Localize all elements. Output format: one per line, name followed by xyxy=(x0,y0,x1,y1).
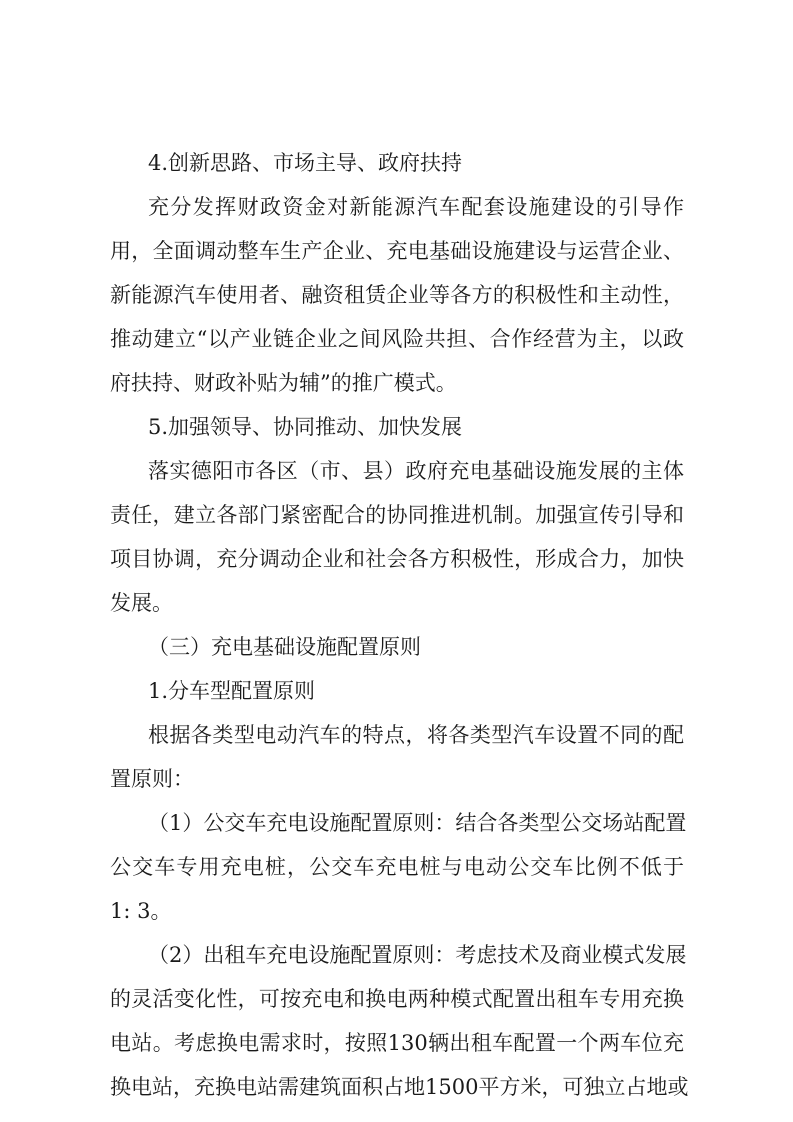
paragraph-line: 的灵活变化性，可按充电和换电两种模式配置出租车专用充换 xyxy=(110,987,684,1011)
section-heading: （三）充电基础设施配置原则 xyxy=(148,635,421,659)
paragraph-line: 用，全面调动整车生产企业、充电基础设施建设与运营企业、 xyxy=(110,239,684,263)
paragraph-line: 1: 3。 xyxy=(110,899,172,923)
paragraph-line: 项目协调，充分调动企业和社会各方积极性，形成合力，加快 xyxy=(110,547,684,571)
paragraph-line: （1）公交车充电设施配置原则：结合各类型公交场站配置 xyxy=(148,811,687,835)
paragraph-line: 根据各类型电动汽车的特点，将各类型汽车设置不同的配 xyxy=(148,723,684,747)
paragraph-line: 换电站，充换电站需建筑面积占地1500平方米，可独立占地或 xyxy=(110,1075,689,1099)
paragraph-line: 责任，建立各部门紧密配合的协同推进机制。加强宣传引导和 xyxy=(110,503,684,527)
paragraph-line: （2）出租车充电设施配置原则：考虑技术及商业模式发展 xyxy=(148,943,687,967)
paragraph-line: 电站。考虑换电需求时，按照130辆出租车配置一个两车位充 xyxy=(110,1031,684,1055)
paragraph-line: 公交车专用充电桩，公交车充电桩与电动公交车比例不低于 xyxy=(110,855,684,879)
subsection-heading: 1.分车型配置原则 xyxy=(148,679,316,703)
heading-innovation: 4.创新思路、市场主导、政府扶持 xyxy=(148,151,463,175)
paragraph-line: 发展。 xyxy=(110,591,173,615)
paragraph-line: 推动建立“以产业链企业之间风险共担、合作经营为主，以政 xyxy=(110,327,684,351)
paragraph-line: 落实德阳市各区（市、县）政府充电基础设施发展的主体 xyxy=(148,459,684,483)
paragraph-line: 充分发挥财政资金对新能源汽车配套设施建设的引导作 xyxy=(148,195,684,219)
paragraph-line: 府扶持、财政补贴为辅”的推广模式。 xyxy=(110,371,457,395)
paragraph-line: 置原则： xyxy=(110,767,194,791)
heading-leadership: 5.加强领导、协同推动、加快发展 xyxy=(148,415,463,439)
paragraph-line: 新能源汽车使用者、融资租赁企业等各方的积极性和主动性， xyxy=(110,283,684,307)
